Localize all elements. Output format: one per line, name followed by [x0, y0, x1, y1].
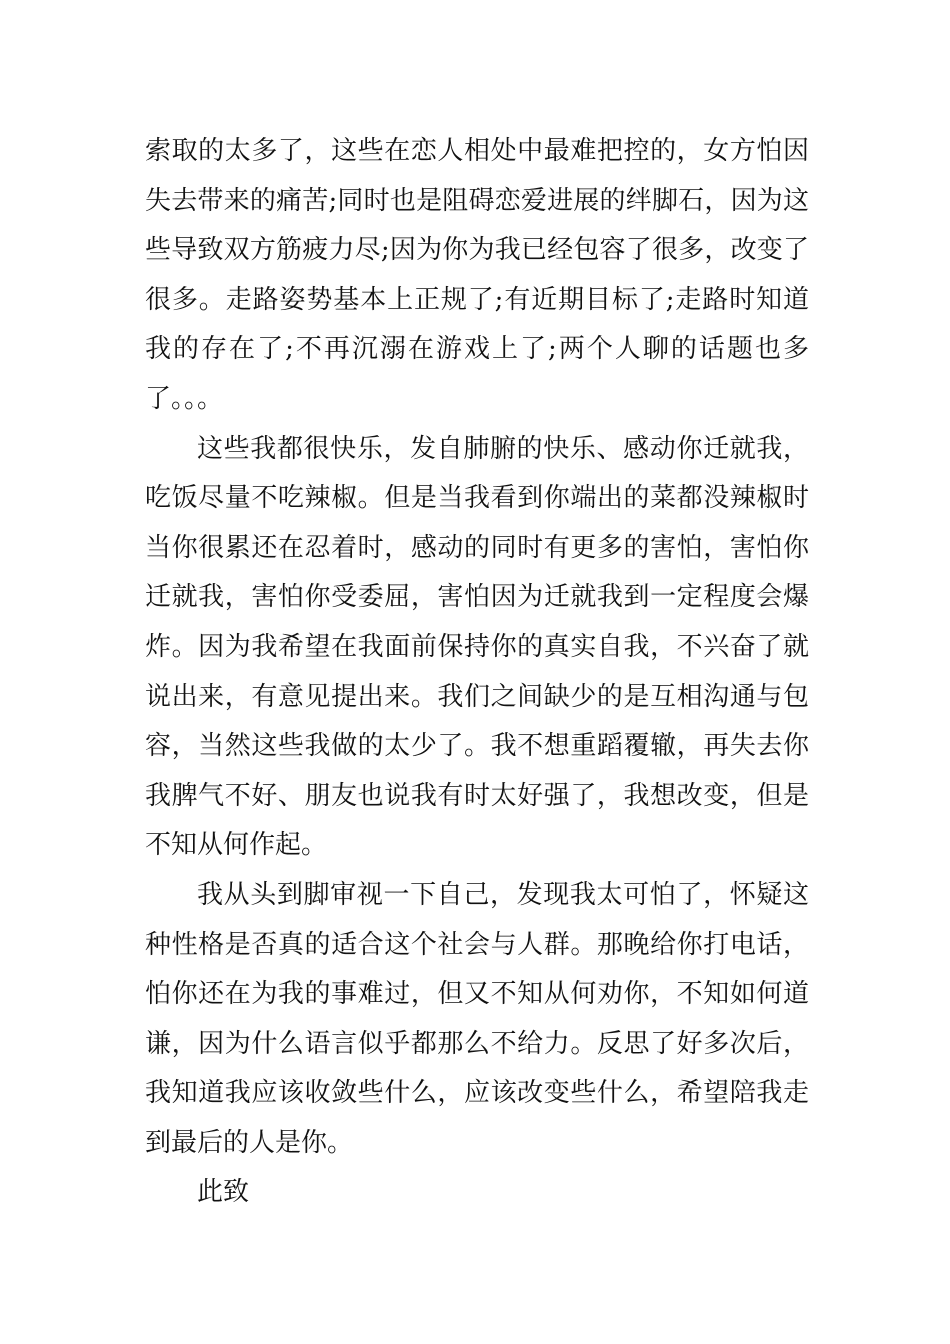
text-line: 索取的太多了，这些在恋人相处中最难把控的，女方怕因	[145, 136, 809, 166]
text-line: 谦，因为什么语言似乎都那么不给力。反思了好多次后，	[145, 1028, 809, 1059]
text-line: 我知道我应该收敛些什么，应该改变些什么，希望陪我走	[145, 1078, 809, 1109]
text-line: 很多。走路姿势基本上正规了;有近期目标了;走路时知道	[145, 284, 809, 315]
document-body	[145, 127, 809, 1218]
text-line: 我脾气不好、朋友也说我有时太好强了，我想改变，但是	[145, 780, 809, 811]
text-line: 到最后的人是你。	[145, 1127, 354, 1158]
paragraph	[145, 871, 809, 1169]
text-line: 我从头到脚审视一下自己，发现我太可怕了，怀疑这	[197, 879, 809, 910]
paragraph	[145, 127, 809, 425]
text-line: 些导致双方筋疲力尽;因为你为我已经包容了很多，改变了	[145, 235, 809, 266]
text-line: 怕你还在为我的事难过，但又不知从何劝你，不知如何道	[145, 979, 809, 1010]
text-line: 种性格是否真的适合这个社会与人群。那晚给你打电话，	[145, 929, 809, 960]
text-line: 容，当然这些我做的太少了。我不想重蹈覆辙，再失去你	[145, 731, 809, 762]
text-line: 失去带来的痛苦;同时也是阻碍恋爱进展的绊脚石，因为这	[145, 185, 809, 216]
text-line: 炸。因为我希望在我面前保持你的真实自我，不兴奋了就	[145, 631, 809, 662]
text-line: 迁就我，害怕你受委屈，害怕因为迁就我到一定程度会爆	[145, 582, 809, 613]
text-line: 说出来，有意见提出来。我们之间缺少的是互相沟通与包	[145, 681, 809, 712]
text-line: 我的存在了;不再沉溺在游戏上了;两个人聊的话题也多	[145, 334, 809, 365]
text-line: 吃饭尽量不吃辣椒。但是当我看到你端出的菜都没辣椒时	[145, 483, 809, 514]
text-line: 不知从何作起。	[145, 830, 328, 861]
text-line: 了。。。	[145, 383, 224, 414]
text-line: 这些我都很快乐，发自肺腑的快乐、感动你迁就我，	[197, 433, 809, 464]
text-line: 此致	[197, 1177, 250, 1208]
paragraph	[145, 425, 809, 871]
text-line: 当你很累还在忍着时，感动的同时有更多的害怕，害怕你	[145, 532, 809, 563]
paragraph	[145, 1168, 809, 1218]
